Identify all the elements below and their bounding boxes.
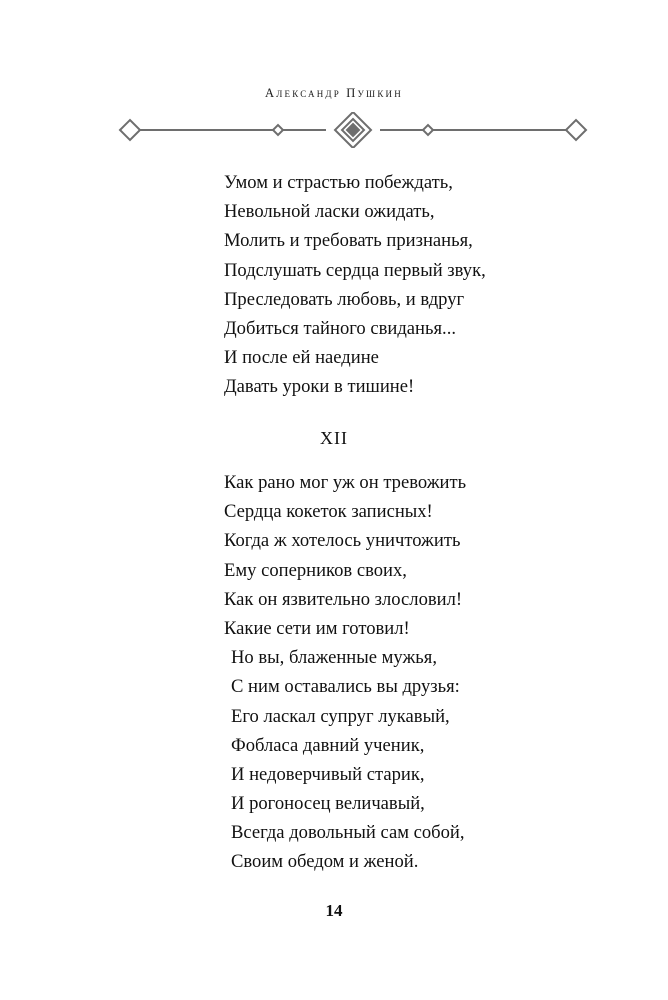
verse-line: Молить и требовать признанья, — [224, 230, 473, 252]
verse-line: Но вы, блаженные мужья, — [231, 647, 437, 669]
verse-line: Фобласа давний ученик, — [231, 734, 425, 756]
verse-line: Преследовать любовь, и вдруг — [224, 288, 465, 310]
running-head-author: Александр Пушкин — [265, 86, 403, 100]
verse-line: И рогоносец величавый, — [231, 793, 425, 815]
verse-line: Как он язвительно злословил! — [224, 588, 463, 610]
verse-line: Давать уроки в тишине! — [224, 376, 415, 398]
chapter-number: XII — [320, 428, 348, 448]
stanza-2 — [224, 468, 466, 877]
verse-line: Сердца кокеток записных! — [224, 501, 433, 523]
verse-line: Всегда довольный сам собой, — [231, 822, 465, 844]
verse-line: Умом и страстью побеждать, — [224, 172, 453, 193]
page-number: 14 — [325, 901, 343, 920]
verse-line: Как рано мог уж он тревожить — [224, 472, 467, 493]
verse-line: Его ласкал супруг лукавый, — [231, 705, 450, 727]
verse-line: Когда ж хотелось уничтожить — [224, 530, 461, 552]
diamond-rule-ornament-icon — [110, 112, 596, 148]
verse-line: Невольной ласки ожидать, — [224, 201, 435, 223]
verse-line: Добиться тайного свиданья... — [224, 317, 456, 339]
verse-line: Своим обедом и женой. — [231, 851, 419, 873]
verse-line: И после ей наедине — [224, 347, 379, 369]
verse-line: Ему соперников своих, — [224, 559, 407, 581]
verse-line: С ним оставались вы друзья: — [231, 676, 460, 698]
verse-line: Какие сети им готовил! — [224, 617, 410, 639]
stanza-1 — [224, 168, 486, 402]
verse-line: И недоверчивый старик, — [231, 763, 425, 785]
verse-line: Подслушать сердца первый звук, — [224, 259, 486, 281]
